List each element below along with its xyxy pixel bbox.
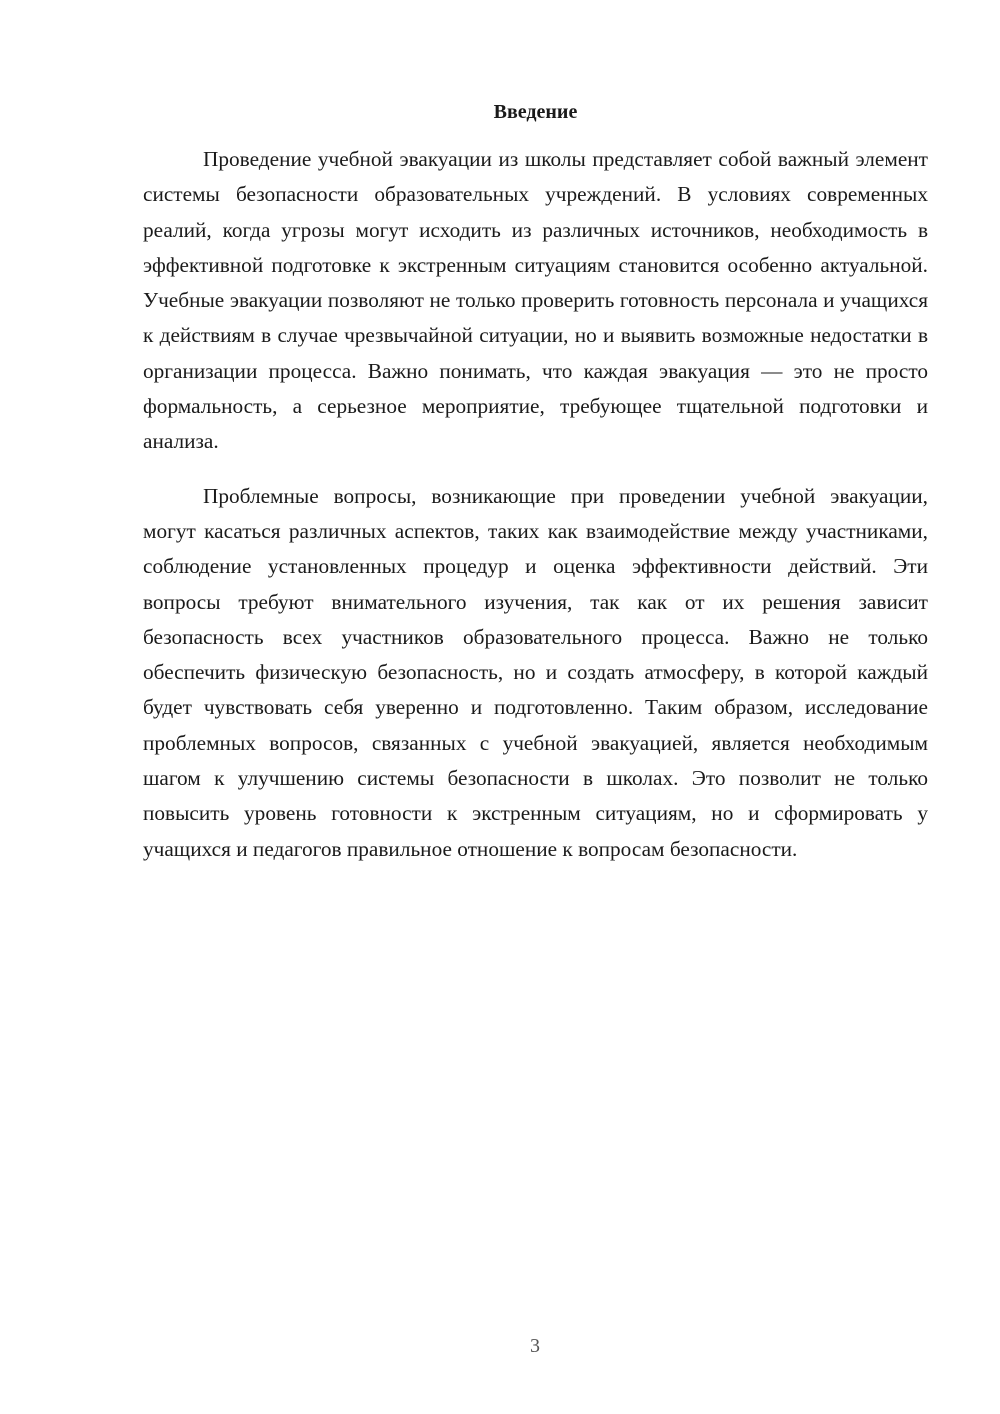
- section-title: Введение: [493, 101, 578, 123]
- body-text: [143, 142, 928, 867]
- page-number: 3: [530, 1335, 540, 1357]
- paragraph-2: Проблемные вопросы, возникающие при проведении учебной эвакуации, могут касаться различных аспектов, таких как взаимодействие между участниками, соблюдение установленных процедур и оценка эффективности действий. Эти вопросы требуют внимательного изучения, так как от их решения зависит безопасность всех участников образовательного процесса. Важно не только обеспечить физическую безопасность, но и создать атмосферу, в которой каждый будет чувствовать себя уверенно и подготовленно. Таким образом, исследование проблемных вопросов, связанных с учебной эвакуацией, является необходимым шагом к улучшению системы безопасности в школах. Это позволит не только повысить уровень готовности к экстренным ситуациям, но и сформировать у учащихся и педагогов правильное отношение к вопросам безопасности.: [143, 483, 928, 861]
- paragraph-1: Проведение учебной эвакуации из школы представляет собой важный элемент системы безопасности образовательных учреждений. В условиях современных реалий, когда угрозы могут исходить из различных источников, необходимость в эффективной подготовке к экстренным ситуациям становится особенно актуальной. Учебные эвакуации позволяют не только проверить готовность персонала и учащихся к действиям в случае чрезвычайной ситуации, но и выявить возможные недостатки в организации процесса. Важно понимать, что каждая эвакуация — это не просто формальность, а серьезное мероприятие, требующее тщательной подготовки и анализа.: [143, 147, 928, 454]
